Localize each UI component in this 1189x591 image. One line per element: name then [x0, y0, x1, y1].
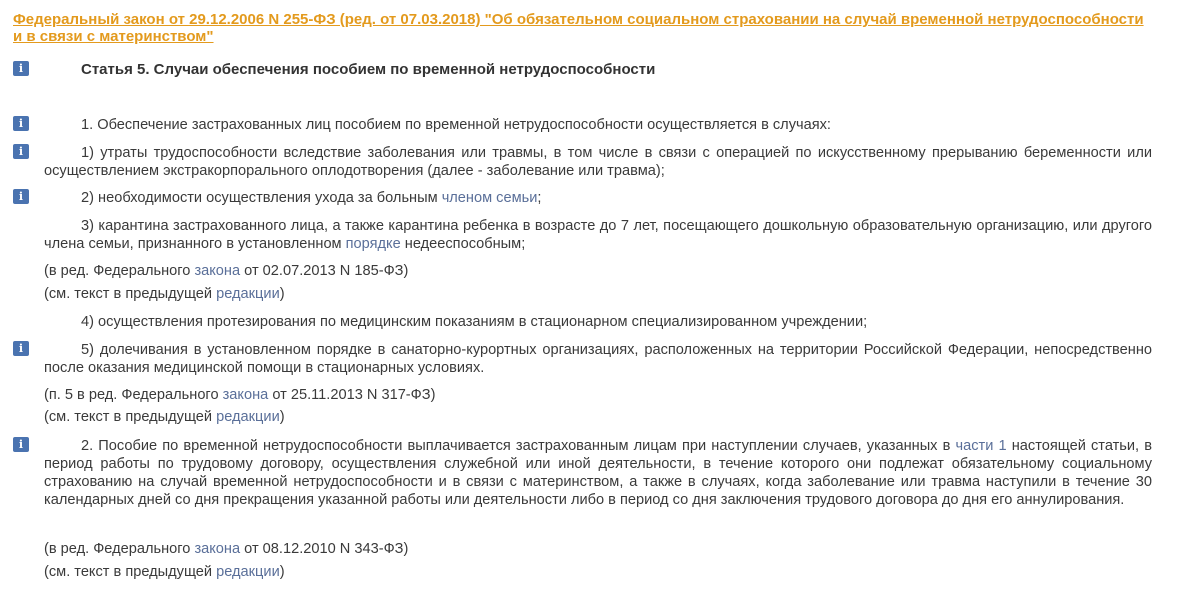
- law-link[interactable]: закона: [194, 263, 241, 279]
- part-1-link[interactable]: части 1: [955, 438, 1007, 454]
- text: (см. текст в предыдущей: [44, 286, 217, 302]
- text: ): [279, 564, 285, 580]
- text: от 08.12.2010 N 343-ФЗ): [240, 541, 409, 557]
- edition-note: [44, 262, 408, 280]
- info-icon[interactable]: i: [13, 116, 29, 131]
- procedure-link[interactable]: порядке: [345, 236, 401, 252]
- paragraph-part-2: [44, 437, 1152, 509]
- info-icon[interactable]: i: [13, 341, 29, 356]
- text: (в ред. Федерального: [44, 541, 195, 557]
- law-link[interactable]: закона: [222, 387, 269, 403]
- paragraph-part-1: 1. Обеспечение застрахованных лиц пособием по временной нетрудоспособности осуществляется в случаях:: [81, 117, 831, 133]
- edition-note: [44, 540, 408, 558]
- paragraph-item-3: [44, 217, 1152, 253]
- text: ): [279, 286, 285, 302]
- info-icon[interactable]: i: [13, 437, 29, 452]
- text: ;: [537, 190, 542, 206]
- text: от 25.11.2013 N 317-ФЗ): [268, 387, 436, 403]
- family-member-link[interactable]: членом семьи: [441, 190, 538, 206]
- text: (см. текст в предыдущей: [44, 564, 217, 580]
- edition-link[interactable]: редакции: [216, 409, 280, 425]
- text: (см. текст в предыдущей: [44, 409, 217, 425]
- edition-link[interactable]: редакции: [216, 564, 280, 580]
- text: 2) необходимости осуществления ухода за больным: [81, 190, 442, 206]
- info-icon[interactable]: i: [13, 144, 29, 159]
- text: (п. 5 в ред. Федерального: [44, 387, 223, 403]
- edition-link[interactable]: редакции: [216, 286, 280, 302]
- previous-edition-note: [44, 285, 285, 303]
- text: (в ред. Федерального: [44, 263, 195, 279]
- law-link[interactable]: закона: [194, 541, 241, 557]
- info-icon[interactable]: i: [13, 61, 29, 76]
- text: 2. Пособие по временной нетрудоспособности выплачивается застрахованным лицам при наступлении случаев, указанных в: [81, 438, 956, 454]
- paragraph-item-1: 1) утраты трудоспособности вследствие заболевания или травмы, в том числе в связи с операцией по искусственному прерыванию беременности или осуществлением экстракорпорального оплодотворения (далее - заболевание или травма);: [44, 145, 1152, 179]
- previous-edition-note: [44, 563, 285, 581]
- document-title-link[interactable]: Федеральный закон от 29.12.2006 N 255-ФЗ (ред. от 07.03.2018) "Об обязательном социальном страховании на случай временной нетрудоспособности и в связи с материнством": [13, 11, 1144, 45]
- paragraph-item-2: [81, 189, 541, 207]
- text: 3) карантина застрахованного лица, а также карантина ребенка в возрасте до 7 лет, посещающего дошкольную образовательную организацию, или другого члена семьи, признанного в установленном: [44, 218, 1152, 252]
- text: от 02.07.2013 N 185-ФЗ): [240, 263, 409, 279]
- text: настоящей статьи, в период работы по трудовому договору, осуществления служебной или иной деятельности, в течение которого они подлежат обязательному социальному страхованию на случай временной нетрудоспособности и в связи с материнством, а также в случаях, когда заболевание или травма наступили в течение 30 календарных дней со дня прекращения указанной работы или деятельности либо в период со дня заключения трудового договора до дня его аннулирования.: [44, 438, 1152, 508]
- paragraph-item-5: 5) долечивания в установленном порядке в санаторно-курортных организациях, расположенных на территории Российской Федерации, непосредственно после оказания медицинской помощи в стационарных условиях.: [44, 342, 1152, 376]
- edition-note: [44, 386, 435, 404]
- text: ): [279, 409, 285, 425]
- previous-edition-note: [44, 408, 285, 426]
- paragraph-item-4: 4) осуществления протезирования по медицинским показаниям в стационарном специализированном учреждении;: [81, 314, 868, 330]
- info-icon[interactable]: i: [13, 189, 29, 204]
- text: недееспособным;: [400, 236, 526, 252]
- article-heading: Статья 5. Случаи обеспечения пособием по временной нетрудоспособности: [81, 61, 656, 78]
